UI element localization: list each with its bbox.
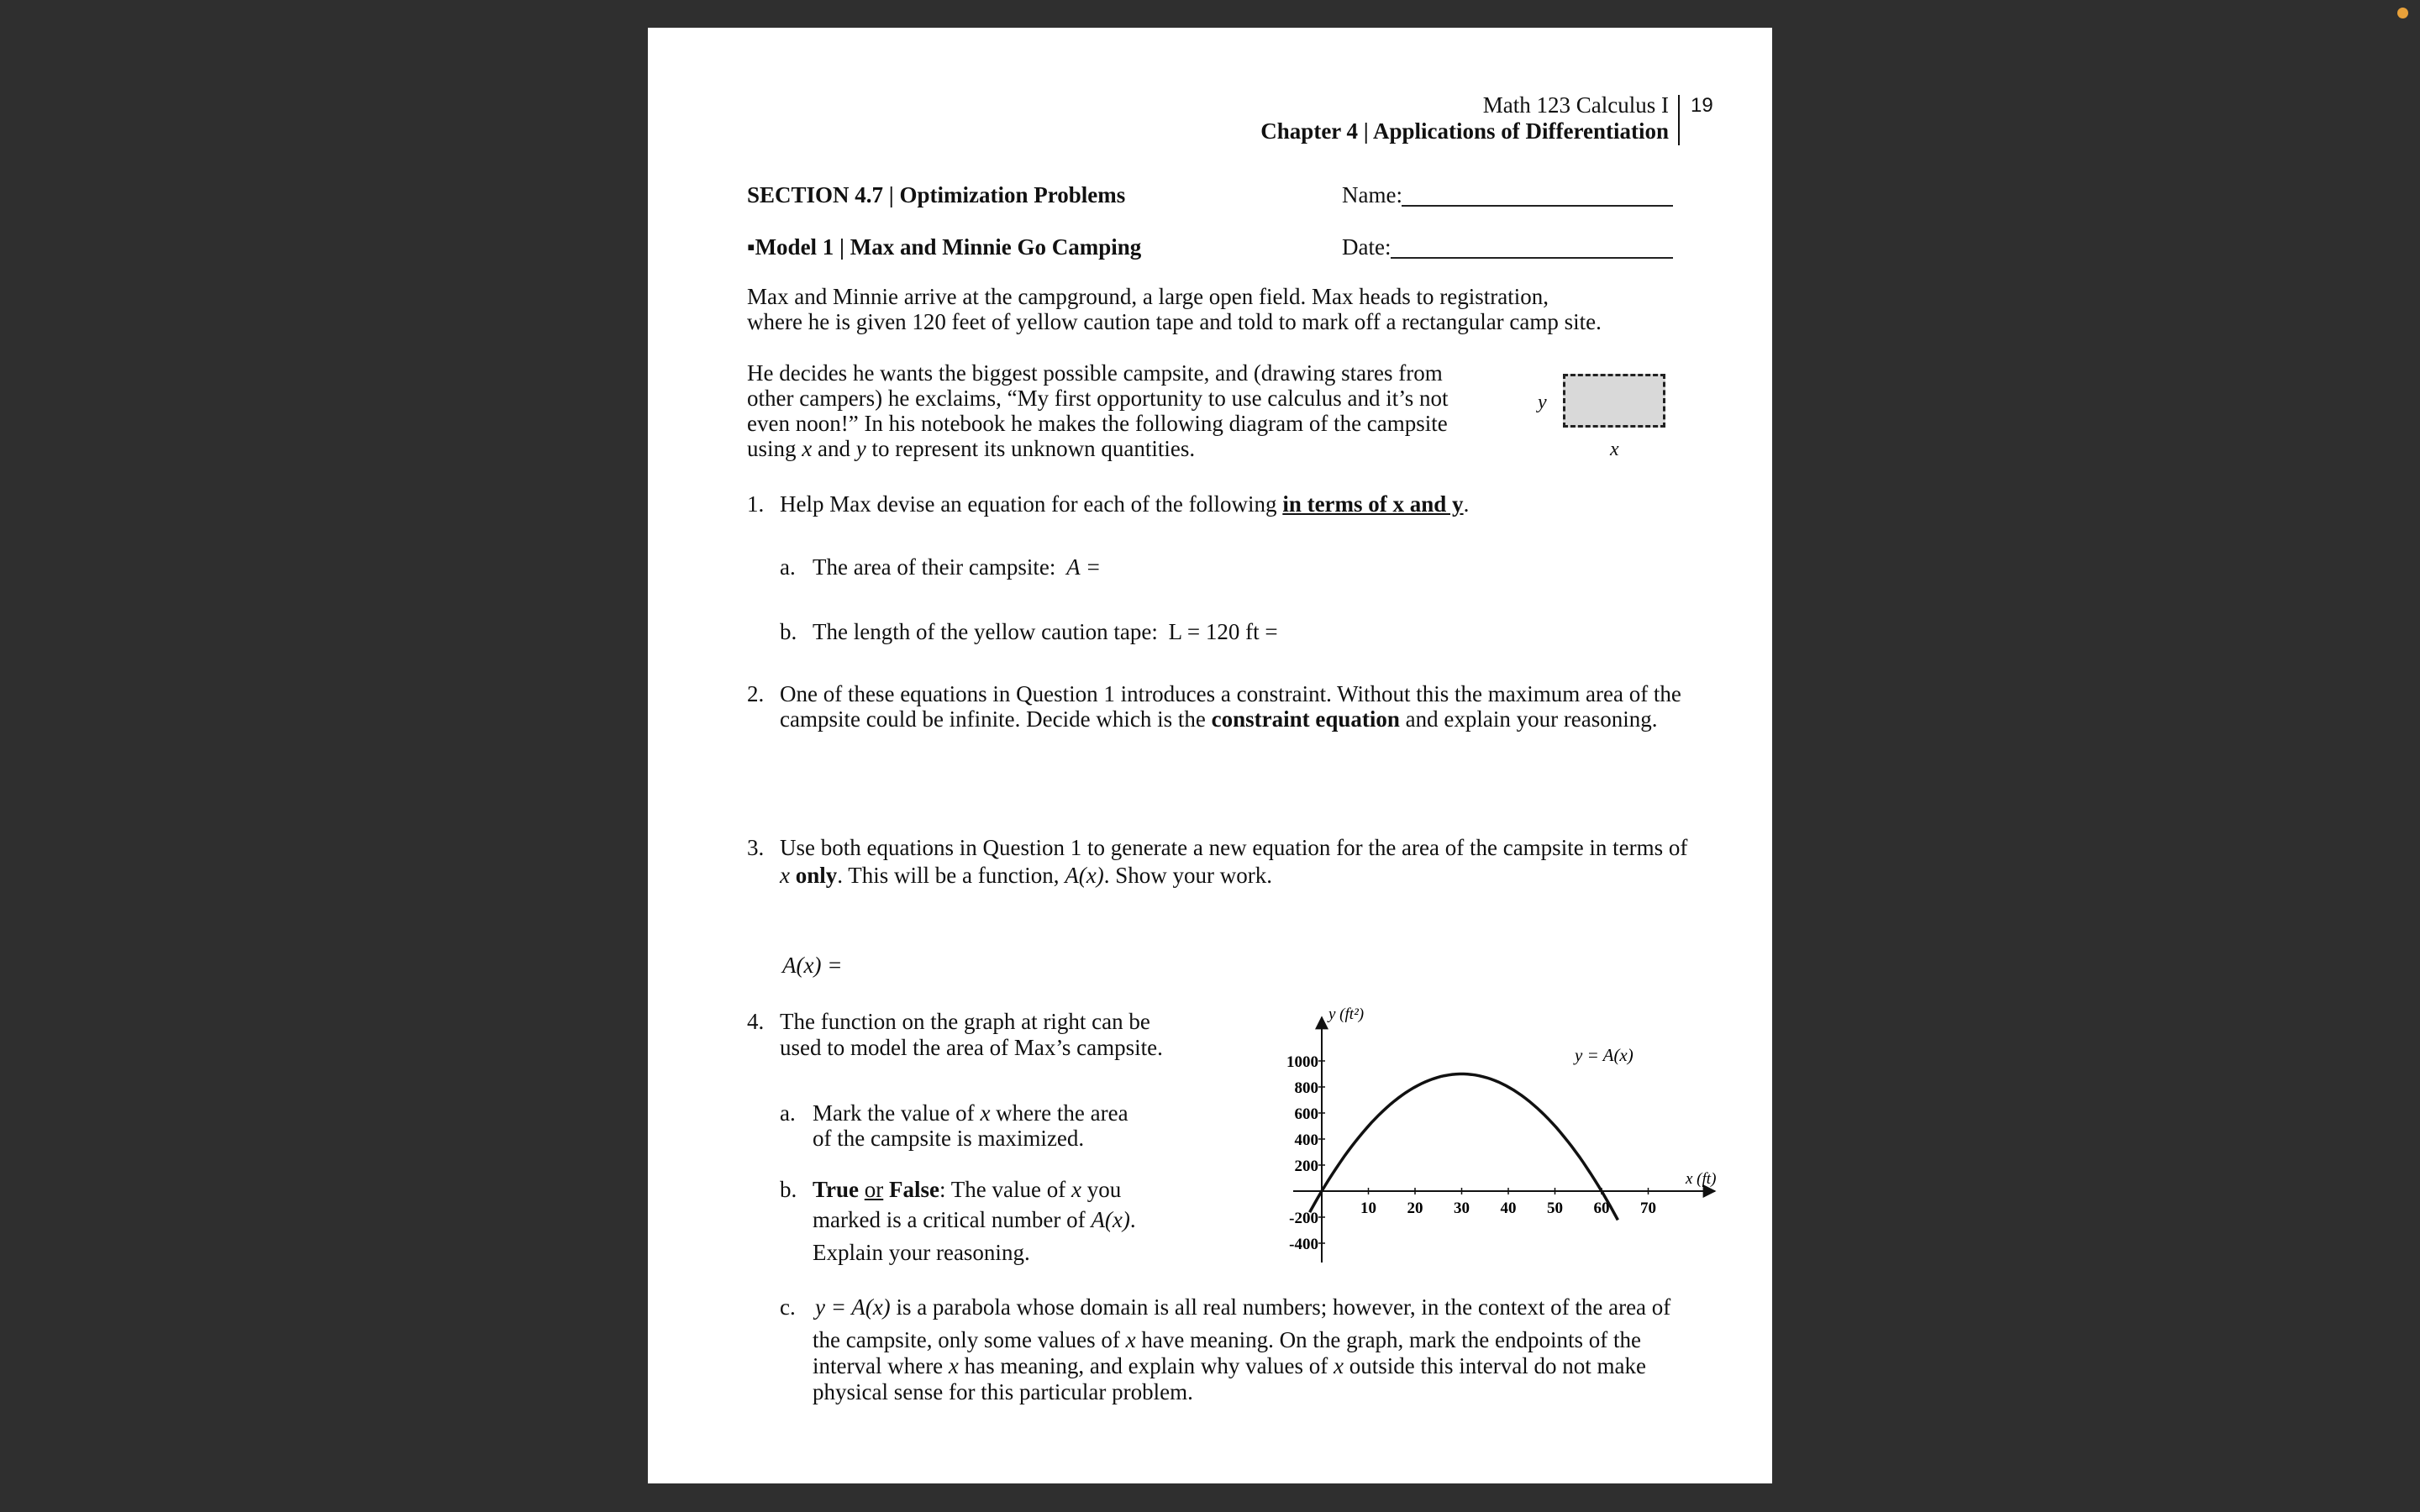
para2-line-1: He decides he wants the biggest possible campsite, and (drawing stares from [747,360,1443,386]
q4b-line-2: marked is a critical number of A(x). [813,1207,1136,1232]
campsite-rectangle [1563,374,1665,428]
q4a-label: a. [780,1100,796,1126]
y-tick-label: -200 [1289,1210,1318,1227]
q3-line-2: x only. This will be a function, A(x). Show your work. [780,863,1272,888]
date-field[interactable] [1391,257,1673,259]
name-field[interactable] [1402,205,1673,207]
q4b-line-1: True or False: The value of x you [813,1177,1122,1202]
q4c-line-1: y = A(x) is a parabola whose domain is all real numbers; however, in the context of the area of [815,1294,1671,1320]
q2-line-1: One of these equations in Question 1 introduces a constraint. Without this the maximum area of the [780,681,1681,706]
para2-line-3: even noon!” In his notebook he makes the following diagram of the campsite [747,411,1448,436]
x-tick-label: 10 [1360,1200,1376,1217]
y-tick-label: -400 [1289,1236,1318,1253]
name-label: Name: [1342,182,1402,207]
area-function-graph[interactable] [1270,1002,1740,1279]
q4a-line-1: Mark the value of x where the area [813,1100,1128,1126]
x-tick-label: 40 [1500,1200,1517,1217]
y-tick-label: 400 [1294,1131,1318,1149]
q3-answer-label: A(x) = [782,953,843,978]
q4-number: 4. [747,1009,765,1034]
q4-line-1: The function on the graph at right can be [780,1009,1150,1034]
page-number: 19 [1691,94,1713,117]
series-label: y = A(x) [1575,1045,1634,1065]
q4c-line-3: interval where x has meaning, and explain why values of x outside this interval do not make [813,1353,1646,1378]
y-tick-label: 800 [1294,1079,1318,1097]
diagram-y-label: y [1538,391,1547,413]
q3-line-1: Use both equations in Question 1 to generate a new equation for the area of the campsite in terms of [780,835,1688,860]
q4b-label: b. [780,1177,797,1202]
date-label: Date: [1342,234,1392,260]
q1-number: 1. [747,491,765,517]
q4c-line-2: the campsite, only some values of x have meaning. On the graph, mark the endpoints of the [813,1327,1641,1352]
x-axis-label: x (ft) [1686,1170,1717,1188]
area-parabola [1310,1074,1618,1221]
y-axis-label: y (ft²) [1328,1005,1365,1023]
header-divider [1678,95,1680,145]
q3-number: 3. [747,835,765,860]
q4b-line-3: Explain your reasoning. [813,1240,1030,1265]
x-tick-label: 70 [1640,1200,1656,1217]
section-title: SECTION 4.7 | Optimization Problems [747,182,1126,207]
q1b-label: b. [780,619,797,644]
q1a-label: a. [780,554,796,580]
diagram-x-label: x [1610,438,1619,460]
intro-line-2: where he is given 120 feet of yellow caution tape and told to mark off a rectangular camp site. [747,309,1602,334]
q2-line-2: campsite could be infinite. Decide which is the constraint equation and explain your reasoning. [780,706,1658,732]
course-title: Math 123 Calculus I [1482,92,1669,118]
q1-text: Help Max devise an equation for each of the following in terms of x and y. [780,491,1470,517]
window-status-dot [2397,8,2408,18]
para2-line-2: other campers) he exclaims, “My first opportunity to use calculus and it’s not [747,386,1449,411]
q4c-label: c. [780,1294,796,1320]
chapter-title: Chapter 4 | Applications of Differentiation [1260,118,1669,144]
worksheet-page [648,28,1772,1483]
q4c-line-4: physical sense for this particular problem. [813,1379,1193,1404]
q4a-line-2: of the campsite is maximized. [813,1126,1085,1151]
x-tick-label: 60 [1593,1200,1610,1217]
y-tick-label: 1000 [1286,1053,1318,1071]
y-tick-label: 200 [1294,1158,1318,1175]
model-title: ▪Model 1 | Max and Minnie Go Camping [747,234,1142,260]
q1-emphasis: in terms of x and y [1282,491,1464,517]
q2-number: 2. [747,681,765,706]
x-tick-label: 50 [1547,1200,1563,1217]
q1b-text: The length of the yellow caution tape: L = 120 ft = [813,619,1278,644]
x-tick-label: 20 [1407,1200,1423,1217]
q1a-text: The area of their campsite: A = [813,554,1102,580]
q4-line-2: used to model the area of Max’s campsite. [780,1035,1163,1060]
x-tick-label: 30 [1454,1200,1470,1217]
para2-line-4: using x and y to represent its unknown quantities. [747,436,1196,461]
intro-line-1: Max and Minnie arrive at the campground, a large open field. Max heads to registration, [747,284,1549,309]
y-tick-label: 600 [1294,1105,1318,1123]
